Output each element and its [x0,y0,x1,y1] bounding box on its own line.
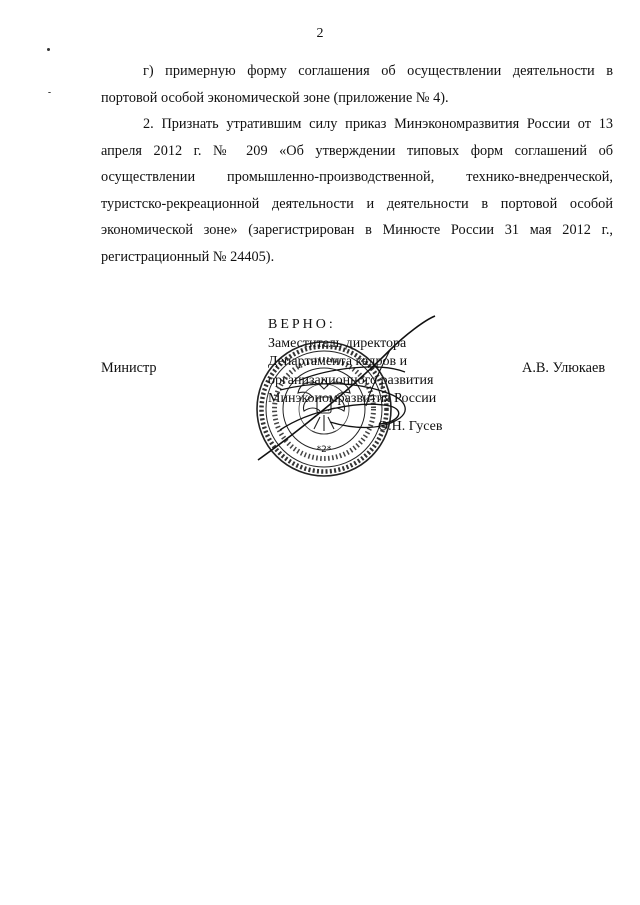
handwritten-signature [240,310,450,470]
certification-line: Минэкономразвития России [268,391,437,406]
certification-heading: ВЕРНО: [268,317,336,332]
scan-speck [47,48,50,51]
certification-line: Заместитель директора [268,335,407,351]
order-text [101,58,613,270]
certification-line: организационного развития [268,372,434,388]
paragraph-item-g: г) примерную форму соглашения об осуществлении деятельности в портовой особой экономической зоне (приложение № 4). [101,63,613,106]
certification-line: Департамента кадров и [268,354,408,369]
minister-title: Министр [101,360,157,376]
paragraph-item-2: 2. Признать утратившим силу приказ Минэкономразвития России от 13 апреля 2012 г. № 209 «Об утверждении типовых форм соглашений об осуществлении промышленно-производственной, технико-внедренческой, туристско-рекреационной деятельности и деятельности в портовой особой экономической зоне» (зарегистрирован в Минюсте России 31 мая 2012 г., регистрационный № 24405). [101,116,613,265]
scan-speck [48,92,51,93]
minister-name: А.В. Улюкаев [522,360,606,376]
svg-text:*2*: *2* [316,445,332,455]
certification-signer: О.Н. Гусев [378,419,443,434]
page-number: 2 [316,26,324,41]
